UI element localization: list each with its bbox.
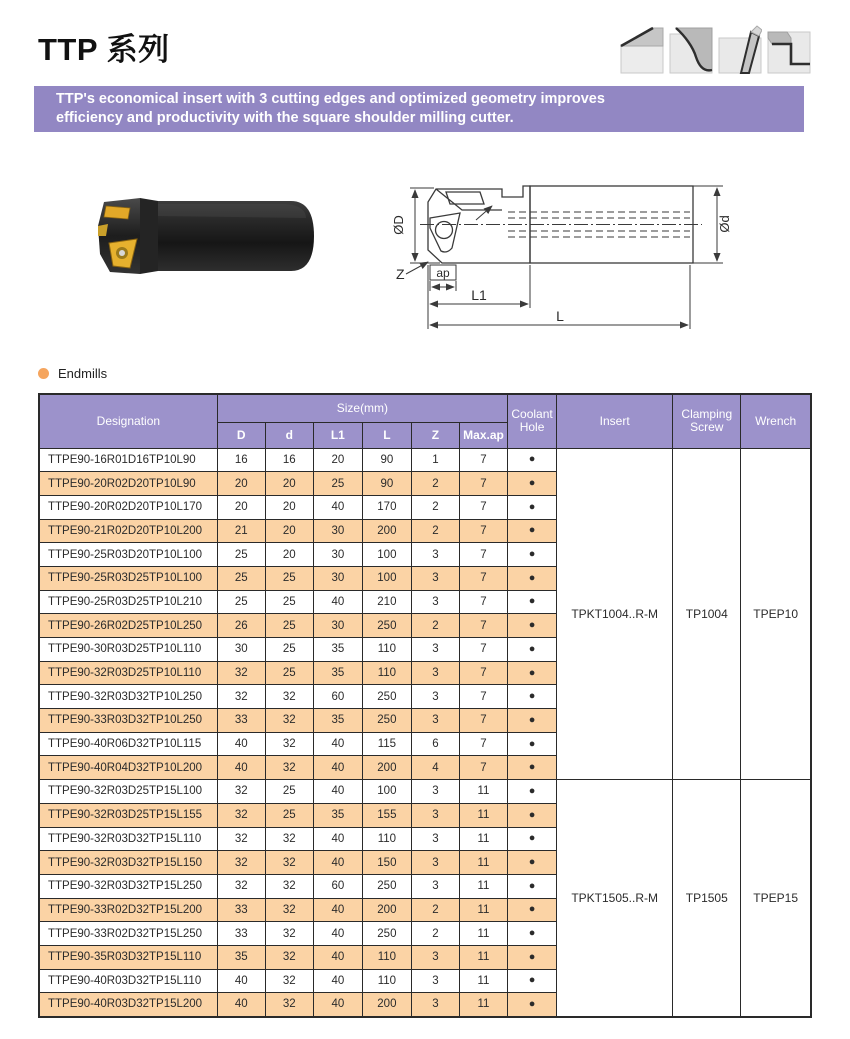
cell-d: 25: [265, 590, 313, 614]
cell-max-ap: 7: [459, 519, 507, 543]
col-header-clamping-screw: Clamping Screw: [673, 394, 741, 448]
cell-d: 16: [265, 448, 313, 472]
cell-L: 100: [362, 543, 411, 567]
cell-D: 26: [217, 614, 265, 638]
cell-coolant-hole: ●: [508, 756, 557, 780]
cell-d: 32: [265, 685, 313, 709]
cell-D: 33: [217, 898, 265, 922]
cell-designation: TTPE90-20R02D20TP10L170: [39, 495, 217, 519]
cell-L1: 40: [313, 827, 362, 851]
cell-L1: 40: [313, 945, 362, 969]
cell-L1: 40: [313, 756, 362, 780]
cell-L1: 60: [313, 685, 362, 709]
cell-designation: TTPE90-32R03D32TP15L150: [39, 851, 217, 875]
cell-L1: 60: [313, 874, 362, 898]
cell-clamping-screw: TP1505: [673, 780, 741, 1017]
cell-D: 32: [217, 803, 265, 827]
cell-max-ap: 11: [459, 945, 507, 969]
cell-coolant-hole: ●: [508, 566, 557, 590]
col-header-size-group: Size(mm): [217, 394, 507, 422]
ramping-icon: [718, 24, 762, 76]
cell-Z: 2: [411, 472, 459, 496]
cell-max-ap: 7: [459, 709, 507, 733]
cell-designation: TTPE90-25R03D25TP10L210: [39, 590, 217, 614]
col-header-D: D: [217, 422, 265, 448]
cell-L1: 40: [313, 898, 362, 922]
cell-max-ap: 7: [459, 756, 507, 780]
col-header-d: d: [265, 422, 313, 448]
cell-L: 155: [362, 803, 411, 827]
cell-D: 40: [217, 756, 265, 780]
label-diameter-d: Ød: [717, 215, 732, 233]
cell-coolant-hole: ●: [508, 543, 557, 567]
cell-L: 90: [362, 472, 411, 496]
cell-D: 32: [217, 874, 265, 898]
endmill-photo: [96, 196, 316, 281]
cell-D: 25: [217, 543, 265, 567]
cell-Z: 2: [411, 922, 459, 946]
banner-line1: TTP's economical insert with 3 cutting edges and optimized geometry improves: [56, 91, 605, 107]
cell-L: 100: [362, 566, 411, 590]
cell-designation: TTPE90-32R03D25TP10L110: [39, 661, 217, 685]
face-milling-icon: [620, 24, 664, 76]
cell-D: 32: [217, 661, 265, 685]
profile-milling-icon: [669, 24, 713, 76]
cell-L: 250: [362, 874, 411, 898]
cell-d: 25: [265, 780, 313, 804]
cell-coolant-hole: ●: [508, 945, 557, 969]
cell-d: 32: [265, 874, 313, 898]
cell-Z: 3: [411, 590, 459, 614]
cell-d: 32: [265, 756, 313, 780]
section-label: Endmills: [58, 366, 108, 381]
cell-max-ap: 7: [459, 638, 507, 662]
cell-coolant-hole: ●: [508, 969, 557, 993]
cell-max-ap: 11: [459, 851, 507, 875]
cell-coolant-hole: ●: [508, 827, 557, 851]
cell-d: 32: [265, 945, 313, 969]
cell-L: 90: [362, 448, 411, 472]
label-l: L: [556, 308, 564, 324]
cell-Z: 3: [411, 803, 459, 827]
cell-max-ap: 11: [459, 993, 507, 1017]
cell-L: 210: [362, 590, 411, 614]
cell-d: 32: [265, 922, 313, 946]
cell-L1: 35: [313, 661, 362, 685]
dimension-drawing: [390, 158, 830, 341]
table-row: [39, 780, 811, 804]
cell-d: 32: [265, 851, 313, 875]
cell-D: 33: [217, 922, 265, 946]
cell-d: 32: [265, 969, 313, 993]
cell-L1: 35: [313, 638, 362, 662]
cell-Z: 2: [411, 614, 459, 638]
cell-coolant-hole: ●: [508, 874, 557, 898]
cell-d: 32: [265, 993, 313, 1017]
cell-insert: TPKT1004..R-M: [557, 448, 673, 780]
cell-d: 25: [265, 661, 313, 685]
cell-wrench: TPEP10: [741, 448, 811, 780]
col-header-insert: Insert: [557, 394, 673, 448]
cell-D: 25: [217, 566, 265, 590]
cell-Z: 2: [411, 519, 459, 543]
cell-d: 32: [265, 732, 313, 756]
cell-D: 35: [217, 945, 265, 969]
cell-L: 200: [362, 519, 411, 543]
cell-designation: TTPE90-26R02D25TP10L250: [39, 614, 217, 638]
cell-max-ap: 7: [459, 732, 507, 756]
cell-designation: TTPE90-21R02D20TP10L200: [39, 519, 217, 543]
shoulder-milling-icon: [767, 24, 811, 76]
cell-L: 150: [362, 851, 411, 875]
cell-L1: 40: [313, 590, 362, 614]
cell-Z: 3: [411, 661, 459, 685]
cell-L: 200: [362, 993, 411, 1017]
cell-Z: 3: [411, 543, 459, 567]
cell-designation: TTPE90-33R02D32TP15L250: [39, 922, 217, 946]
cell-max-ap: 7: [459, 685, 507, 709]
cell-L: 200: [362, 898, 411, 922]
cell-max-ap: 11: [459, 922, 507, 946]
cell-L: 110: [362, 969, 411, 993]
cell-coolant-hole: ●: [508, 993, 557, 1017]
cell-Z: 3: [411, 566, 459, 590]
cell-designation: TTPE90-40R04D32TP10L200: [39, 756, 217, 780]
cell-L1: 40: [313, 969, 362, 993]
cell-max-ap: 11: [459, 898, 507, 922]
cell-d: 25: [265, 566, 313, 590]
application-icons: [620, 24, 812, 76]
cell-L1: 40: [313, 495, 362, 519]
cell-Z: 4: [411, 756, 459, 780]
endmills-table-body: [39, 448, 811, 1017]
cell-L: 100: [362, 780, 411, 804]
cell-designation: TTPE90-40R03D32TP15L200: [39, 993, 217, 1017]
cell-D: 32: [217, 685, 265, 709]
cell-d: 25: [265, 803, 313, 827]
cell-L: 250: [362, 685, 411, 709]
section-endmills: [38, 366, 107, 381]
cell-L: 170: [362, 495, 411, 519]
page-title: TTP 系列: [38, 32, 170, 67]
col-header-designation: Designation: [39, 394, 217, 448]
cell-coolant-hole: ●: [508, 685, 557, 709]
cell-D: 32: [217, 780, 265, 804]
cell-designation: TTPE90-25R03D25TP10L100: [39, 566, 217, 590]
cell-Z: 3: [411, 780, 459, 804]
cell-clamping-screw: TP1004: [673, 448, 741, 780]
cell-coolant-hole: ●: [508, 851, 557, 875]
cell-L: 115: [362, 732, 411, 756]
cell-max-ap: 11: [459, 874, 507, 898]
intro-banner: [34, 86, 804, 132]
cell-max-ap: 7: [459, 590, 507, 614]
cell-designation: TTPE90-32R03D32TP10L250: [39, 685, 217, 709]
banner-line2: efficiency and productivity with the square shoulder milling cutter.: [56, 110, 514, 126]
cell-designation: TTPE90-40R06D32TP10L115: [39, 732, 217, 756]
cell-D: 40: [217, 993, 265, 1017]
table-row: [39, 448, 811, 472]
col-header-L1: L1: [313, 422, 362, 448]
cell-Z: 2: [411, 898, 459, 922]
cell-coolant-hole: ●: [508, 638, 557, 662]
cell-designation: TTPE90-30R03D25TP10L110: [39, 638, 217, 662]
cell-Z: 1: [411, 448, 459, 472]
cell-D: 40: [217, 969, 265, 993]
cell-L: 200: [362, 756, 411, 780]
cell-D: 33: [217, 709, 265, 733]
cell-d: 32: [265, 827, 313, 851]
cell-Z: 3: [411, 993, 459, 1017]
cell-max-ap: 7: [459, 448, 507, 472]
cell-max-ap: 7: [459, 495, 507, 519]
cell-Z: 3: [411, 969, 459, 993]
cell-L1: 30: [313, 614, 362, 638]
cell-insert: TPKT1505..R-M: [557, 780, 673, 1017]
cell-designation: TTPE90-32R03D25TP15L155: [39, 803, 217, 827]
cell-designation: TTPE90-33R03D32TP10L250: [39, 709, 217, 733]
cell-coolant-hole: ●: [508, 495, 557, 519]
label-teeth-z: Z: [396, 266, 405, 282]
cell-Z: 3: [411, 685, 459, 709]
cell-coolant-hole: ●: [508, 472, 557, 496]
cell-D: 32: [217, 827, 265, 851]
cell-designation: TTPE90-35R03D32TP15L110: [39, 945, 217, 969]
cell-L1: 20: [313, 448, 362, 472]
cell-coolant-hole: ●: [508, 922, 557, 946]
cell-d: 25: [265, 614, 313, 638]
label-diameter-D: ØD: [391, 215, 406, 235]
cell-D: 30: [217, 638, 265, 662]
cell-coolant-hole: ●: [508, 780, 557, 804]
label-l1: L1: [471, 287, 487, 303]
cell-Z: 6: [411, 732, 459, 756]
cell-designation: TTPE90-32R03D32TP15L250: [39, 874, 217, 898]
cell-D: 20: [217, 472, 265, 496]
cell-max-ap: 7: [459, 543, 507, 567]
cell-D: 20: [217, 495, 265, 519]
cell-L: 110: [362, 661, 411, 685]
cell-L1: 40: [313, 780, 362, 804]
cell-max-ap: 11: [459, 969, 507, 993]
cell-L1: 30: [313, 519, 362, 543]
col-header-Z: Z: [411, 422, 459, 448]
cell-L1: 35: [313, 709, 362, 733]
cell-max-ap: 7: [459, 614, 507, 638]
cell-D: 40: [217, 732, 265, 756]
cell-max-ap: 7: [459, 566, 507, 590]
cell-coolant-hole: ●: [508, 898, 557, 922]
cell-coolant-hole: ●: [508, 590, 557, 614]
cell-L: 250: [362, 922, 411, 946]
cell-L1: 30: [313, 566, 362, 590]
cell-d: 20: [265, 543, 313, 567]
cell-D: 32: [217, 851, 265, 875]
cell-Z: 3: [411, 945, 459, 969]
cell-L1: 25: [313, 472, 362, 496]
cell-L1: 40: [313, 922, 362, 946]
cell-D: 16: [217, 448, 265, 472]
cell-coolant-hole: ●: [508, 448, 557, 472]
cell-designation: TTPE90-32R03D25TP15L100: [39, 780, 217, 804]
cell-d: 20: [265, 495, 313, 519]
cell-d: 32: [265, 709, 313, 733]
col-header-wrench: Wrench: [741, 394, 811, 448]
cell-L: 110: [362, 827, 411, 851]
cell-Z: 3: [411, 851, 459, 875]
cell-d: 20: [265, 472, 313, 496]
cell-wrench: TPEP15: [741, 780, 811, 1017]
cell-L1: 30: [313, 543, 362, 567]
cell-coolant-hole: ●: [508, 519, 557, 543]
cell-coolant-hole: ●: [508, 661, 557, 685]
cell-L1: 40: [313, 732, 362, 756]
cell-max-ap: 11: [459, 780, 507, 804]
col-header-L: L: [362, 422, 411, 448]
cell-Z: 3: [411, 827, 459, 851]
label-ap: ap: [436, 266, 450, 280]
cell-Z: 3: [411, 709, 459, 733]
cell-max-ap: 11: [459, 803, 507, 827]
cell-designation: TTPE90-32R03D32TP15L110: [39, 827, 217, 851]
cell-d: 20: [265, 519, 313, 543]
cell-Z: 3: [411, 638, 459, 662]
cell-designation: TTPE90-40R03D32TP15L110: [39, 969, 217, 993]
cell-designation: TTPE90-16R01D16TP10L90: [39, 448, 217, 472]
cell-D: 25: [217, 590, 265, 614]
cell-designation: TTPE90-20R02D20TP10L90: [39, 472, 217, 496]
col-header-coolant-hole: Coolant Hole: [508, 394, 557, 448]
cell-coolant-hole: ●: [508, 709, 557, 733]
cell-d: 25: [265, 638, 313, 662]
cell-D: 21: [217, 519, 265, 543]
cell-designation: TTPE90-25R03D20TP10L100: [39, 543, 217, 567]
cell-L: 250: [362, 614, 411, 638]
endmills-spec-table: [38, 393, 812, 1018]
cell-L1: 40: [313, 851, 362, 875]
cell-coolant-hole: ●: [508, 803, 557, 827]
cell-coolant-hole: ●: [508, 732, 557, 756]
cell-designation: TTPE90-33R02D32TP15L200: [39, 898, 217, 922]
cell-max-ap: 11: [459, 827, 507, 851]
cell-Z: 3: [411, 874, 459, 898]
cell-max-ap: 7: [459, 661, 507, 685]
cell-Z: 2: [411, 495, 459, 519]
cell-L1: 40: [313, 993, 362, 1017]
cell-L: 110: [362, 638, 411, 662]
cell-coolant-hole: ●: [508, 614, 557, 638]
orange-bullet-icon: [38, 368, 49, 379]
cell-L1: 35: [313, 803, 362, 827]
cell-d: 32: [265, 898, 313, 922]
col-header-max-ap: Max.ap: [459, 422, 507, 448]
cell-L: 110: [362, 945, 411, 969]
cell-max-ap: 7: [459, 472, 507, 496]
cell-L: 250: [362, 709, 411, 733]
